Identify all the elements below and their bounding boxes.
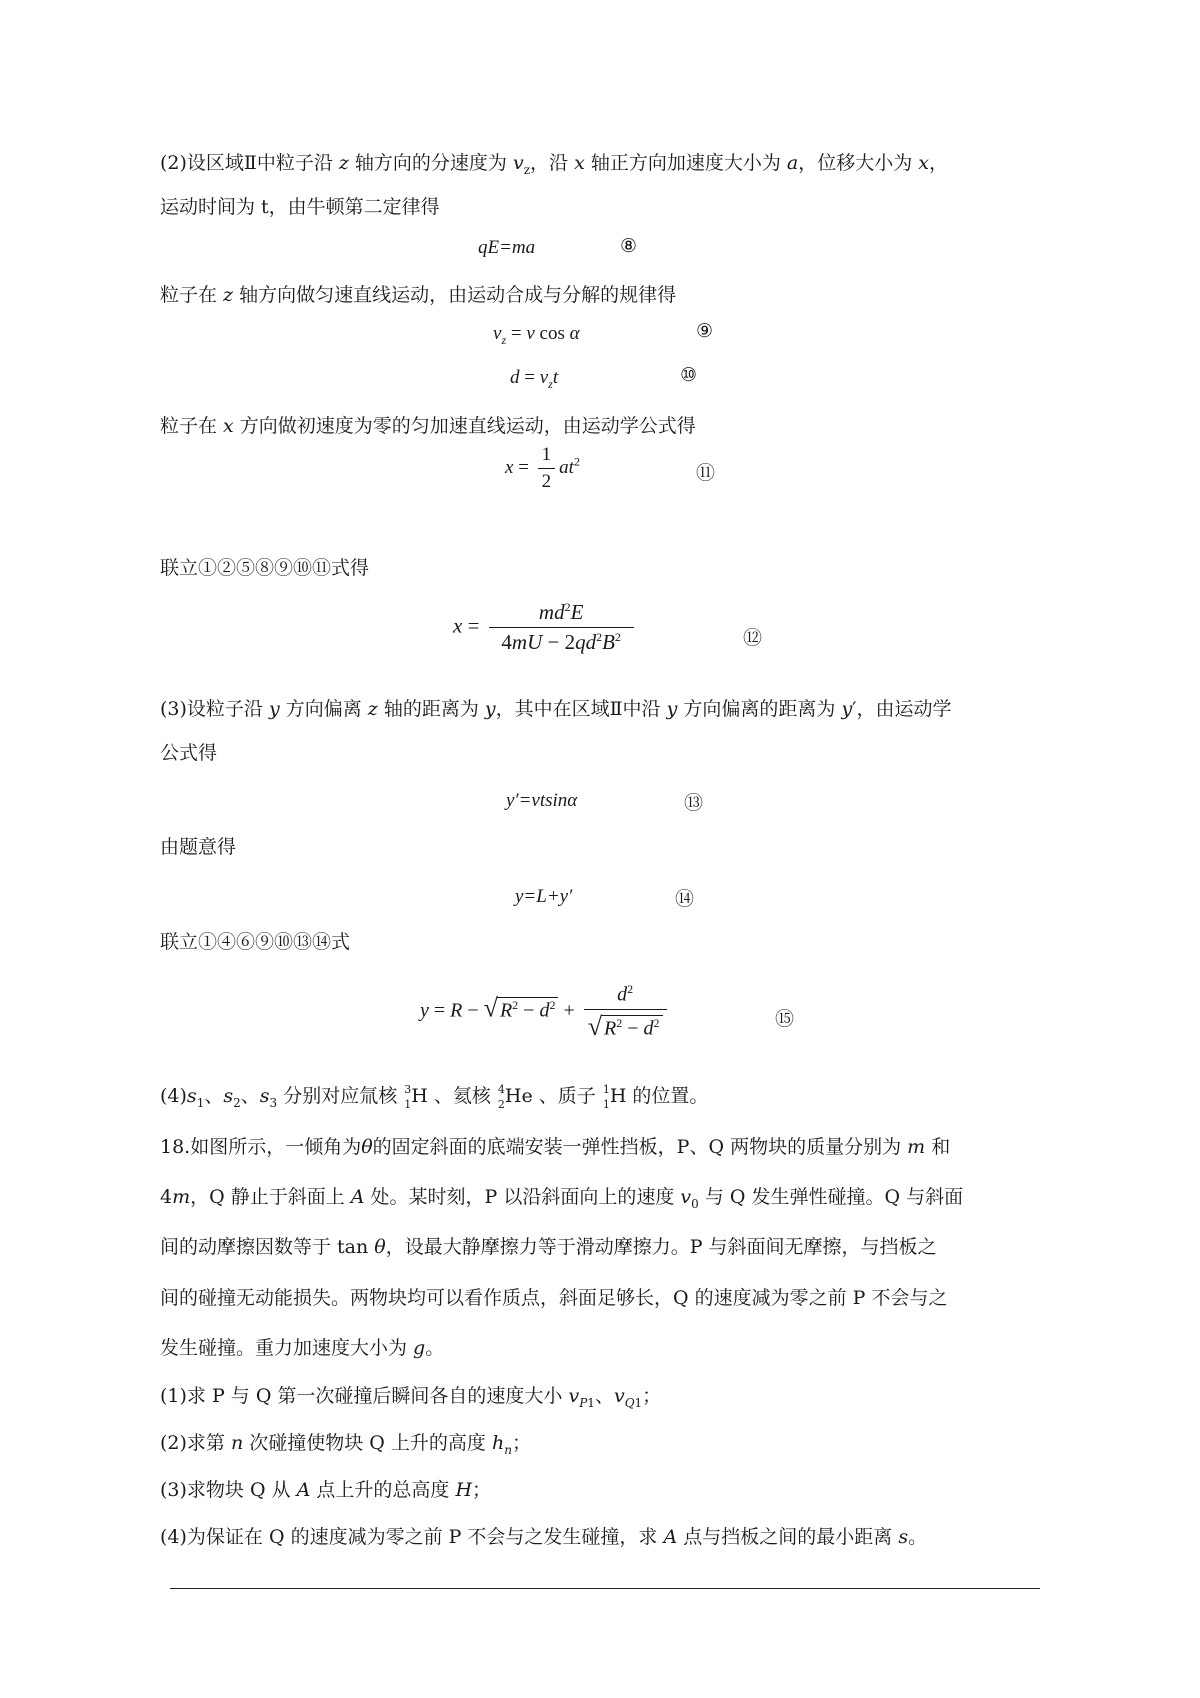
q18-line5: 发生碰撞。重力加速度大小为 g。 [160,1337,445,1359]
part2-line4: 粒子在 x 方向做初速度为零的匀加速直线运动，由运动学公式得 [160,415,696,437]
q18-line2: 4m，Q 静止于斜面上 A 处。某时刻，P 以沿斜面向上的速度 $v_0$ 与 Q 发生弹性碰撞。Q 与斜面 [160,1186,964,1211]
equation-number-10: ⑩ [680,364,698,386]
part2-line2: 运动时间为 t，由牛顿第二定律得 [160,196,440,218]
equation-12: x = $\frac{md^2E}{4mU - 2qd^2B^2}$ [453,600,638,655]
equation-13: y′=vtsinα [506,790,578,811]
equation-number-12: ⑫ [743,627,763,649]
q18-sub3: (3)求物块 Q 从 A 点上升的总高度 H； [160,1479,492,1501]
equation-number-14: ⑭ [675,888,695,910]
equation-10: $d = v_zt$ [510,367,559,391]
equation-9: $v_z = v$ cos α [493,323,580,347]
part3-line2: 公式得 [160,742,218,764]
equation-8: qE=ma [478,237,536,258]
part2-line5: 联立①②⑤⑧⑨⑩⑪式得 [160,557,370,579]
part2-line3: 粒子在 z 轴方向做匀速直线运动，由运动合成与分解的规律得 [160,284,677,306]
part4-line: $(4)s_1$、$s_2$、$s_3$ 分别对应氚核 3 1 H 、氦核 4 2 He 、质子 1 1 H 的位置。 [160,1083,709,1111]
part2-line1: (2)设区域Ⅱ中粒子沿 z 轴方向的分速度为 $v_z$，沿 x 轴正方向加速度大小为 a，位移大小为 x， [160,152,949,177]
equation-15: y = R − √ $R^2 - d^2$ + $\frac{d^2}{√ R^2 - d^2}$ [420,982,671,1042]
part3-line4: 联立①④⑥⑨⑩⑬⑭式 [160,931,351,953]
q18-line1: 18.如图所示，一倾角为θ的固定斜面的底端安装一弹性挡板，P、Q 两物块的质量分别为 m 和 [160,1136,951,1158]
q18-sub4: (4)为保证在 Q 的速度减为零之前 P 不会与之发生碰撞，求 A 点与挡板之间的最小距离 s。 [160,1526,928,1548]
q18-sub1: (1)求 P 与 Q 第一次碰撞后瞬间各自的速度大小 $v_{P1}$、$v_{Q1}$； [160,1385,662,1410]
q18-line4: 间的碰撞无动能损失。两物块均可以看作质点，斜面足够长，Q 的速度减为零之前 P 不会与之 [160,1287,948,1309]
part3-line3: 由题意得 [160,836,237,858]
equation-14: y=L+y′ [515,886,573,907]
equation-number-9: ⑨ [696,320,714,342]
equation-number-13: ⑬ [684,792,704,814]
equation-number-15: ⑮ [775,1008,795,1030]
equation-number-11: ⑪ [696,462,716,484]
part3-line1: (3)设粒子沿 y 方向偏离 z 轴的距离为 y，其中在区域Ⅱ中沿 y 方向偏离的距离为 y′，由运动学 [160,698,952,720]
equation-number-8: ⑧ [620,235,638,257]
equation-11: x = $\frac{1}{2}$ $at^2$ [505,444,580,492]
q18-line3: 间的动摩擦因数等于 tan θ，设最大静摩擦力等于滑动摩擦力。P 与斜面间无摩擦，与挡板之 [160,1236,937,1258]
footer-rule [170,1588,1040,1589]
q18-sub2: (2)求第 n 次碰撞使物块 Q 上升的高度 $h_n$； [160,1432,531,1457]
